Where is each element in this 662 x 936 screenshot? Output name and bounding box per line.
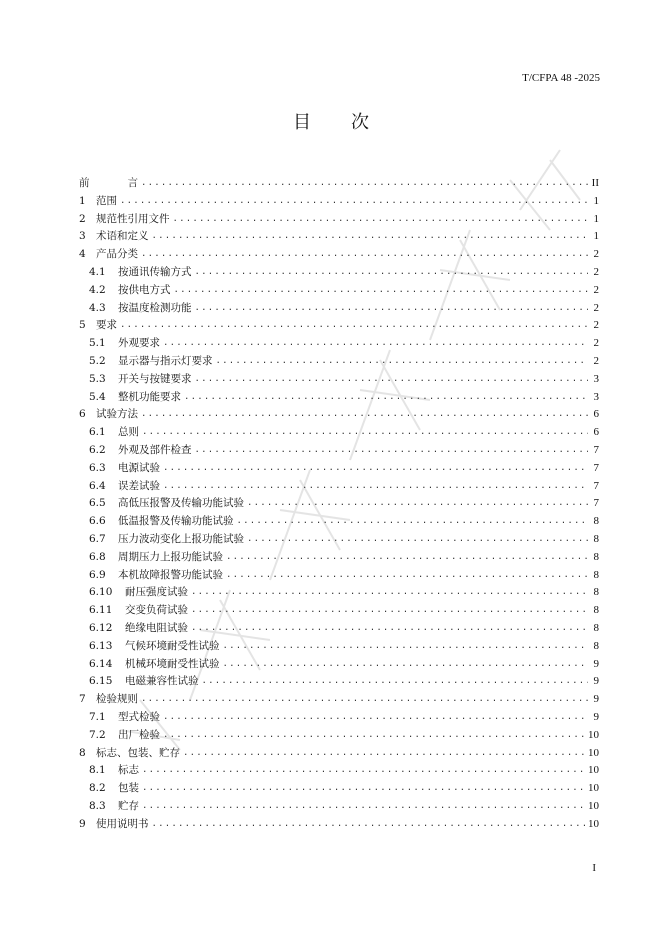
toc-page-number: 10 [588, 782, 599, 795]
toc-item-number: 5.4 [89, 390, 106, 403]
toc-page-number: 3 [593, 372, 599, 385]
toc-page-number: 8 [593, 515, 599, 528]
toc-page-number: II [591, 177, 599, 189]
leader-dots [141, 406, 588, 424]
toc-item[interactable] [79, 389, 599, 407]
leader-dots [184, 389, 588, 407]
toc-item[interactable] [79, 264, 599, 282]
toc-item[interactable] [79, 584, 599, 602]
toc-page-number: 8 [593, 550, 599, 563]
leader-dots [142, 762, 585, 780]
toc-item[interactable] [79, 424, 599, 442]
toc-page-number: 2 [593, 301, 599, 314]
toc-item-foreword[interactable] [79, 175, 599, 193]
leader-dots [183, 745, 585, 763]
toc-item[interactable] [79, 495, 599, 513]
toc-page-number: 8 [593, 639, 599, 652]
toc-item[interactable] [79, 762, 599, 780]
leader-dots [163, 709, 588, 727]
toc-item-number: 4.2 [89, 283, 106, 296]
toc-item-title: 标志 [118, 764, 139, 777]
toc-item-number: 6.8 [89, 550, 106, 563]
toc-item[interactable] [79, 317, 599, 335]
leader-dots [191, 584, 588, 602]
toc-item-number: 2 [79, 212, 86, 225]
leader-dots [163, 478, 588, 496]
toc-item[interactable] [79, 816, 599, 834]
leader-dots [195, 442, 589, 460]
toc-item[interactable] [79, 371, 599, 389]
leader-dots [141, 691, 588, 709]
toc-item[interactable] [79, 638, 599, 656]
toc-page-number: 10 [588, 746, 599, 759]
toc-item-title: 出厂检验 [118, 728, 160, 741]
toc-page-number: 8 [593, 621, 599, 634]
toc-item-number: 4.1 [89, 265, 106, 278]
toc-page-number: 9 [593, 710, 599, 723]
toc-item[interactable] [79, 656, 599, 674]
toc-item-number: 7.1 [89, 710, 106, 723]
toc-item-title: 周期压力上报功能试验 [118, 550, 223, 563]
toc-item[interactable] [79, 673, 599, 691]
leader-dots [174, 282, 589, 300]
toc-item-title: 电源试验 [118, 461, 160, 474]
toc-item-number: 5.2 [89, 354, 106, 367]
leader-dots [237, 513, 589, 531]
toc-item-number: 6.10 [89, 586, 113, 599]
toc-item[interactable] [79, 460, 599, 478]
leader-dots [226, 549, 588, 567]
toc-item[interactable] [79, 513, 599, 531]
toc-item[interactable] [79, 193, 599, 211]
toc-page-number: 7 [593, 497, 599, 510]
toc-page-number: 1 [593, 212, 599, 225]
toc-item-number: 6.15 [89, 675, 113, 688]
leader-dots [141, 175, 588, 193]
leader-dots [195, 300, 589, 318]
toc-item-number: 1 [79, 194, 86, 207]
toc-item-number: 8.2 [89, 782, 106, 795]
toc-item-title: 贮存 [118, 799, 139, 812]
toc-item[interactable] [79, 567, 599, 585]
title-char-2: 次 [351, 112, 369, 133]
toc-item-number: 6.1 [89, 426, 106, 439]
toc-item-title: 标志、包装、贮存 [96, 746, 180, 759]
leader-dots [191, 602, 588, 620]
toc-item-number: 6.6 [89, 515, 106, 528]
toc-item-number: 7.2 [89, 728, 106, 741]
toc-item[interactable] [79, 620, 599, 638]
leader-dots [195, 371, 589, 389]
toc-page-number: 8 [593, 604, 599, 617]
toc-page-number: 1 [593, 194, 599, 207]
toc-item-title: 试验方法 [96, 408, 138, 421]
toc-item[interactable] [79, 691, 599, 709]
leader-dots [247, 531, 588, 549]
toc-item-title: 交变负荷试验 [125, 604, 188, 617]
toc-item[interactable] [79, 727, 599, 745]
toc-list [79, 175, 599, 833]
toc-item[interactable] [79, 780, 599, 798]
foreword-char-1: 前 [79, 177, 90, 189]
toc-item[interactable] [79, 228, 599, 246]
toc-item-number: 6.11 [89, 604, 113, 617]
foreword-char-2: 言 [127, 177, 138, 189]
toc-item-title: 按温度检测功能 [118, 301, 192, 314]
page-number: I [592, 862, 596, 874]
toc-item-title: 电磁兼容性试验 [125, 675, 199, 688]
toc-item-number: 6.9 [89, 568, 106, 581]
toc-item[interactable] [79, 246, 599, 264]
toc-page-number: 9 [593, 657, 599, 670]
toc-item-title: 绝缘电阻试验 [125, 621, 188, 634]
toc-item[interactable] [79, 531, 599, 549]
leader-dots [120, 193, 588, 211]
toc-page-number: 10 [588, 764, 599, 777]
toc-item-number: 6.4 [89, 479, 106, 492]
leader-dots [216, 353, 589, 371]
toc-item-number: 6.12 [89, 621, 113, 634]
toc-page-number: 3 [593, 390, 599, 403]
toc-item-number: 6.14 [89, 657, 113, 670]
toc-page-number: 10 [588, 728, 599, 741]
toc-item-title: 使用说明书 [96, 817, 149, 830]
leader-dots [163, 335, 588, 353]
toc-item-title: 误差试验 [118, 479, 160, 492]
toc-page-number: 7 [593, 443, 599, 456]
toc-item-title: 按通讯传输方式 [118, 265, 192, 278]
toc-item-title: 高低压报警及传输功能试验 [118, 497, 244, 510]
leader-dots [142, 780, 585, 798]
toc-page-number: 2 [593, 265, 599, 278]
toc-item-title: 外观及部件检查 [118, 443, 192, 456]
toc-item-title: 压力波动变化上报功能试验 [118, 532, 244, 545]
leader-dots [142, 798, 585, 816]
toc-item-title: 耐压强度试验 [125, 586, 188, 599]
toc-item-title: 本机故障报警功能试验 [118, 568, 223, 581]
leader-dots [141, 246, 588, 264]
leader-dots [120, 317, 588, 335]
toc-item-title: 术语和定义 [96, 230, 149, 243]
toc-page-number: 6 [593, 408, 599, 421]
toc-item-number: 8.1 [89, 764, 106, 777]
leader-dots [191, 620, 588, 638]
toc-item-title: 机械环境耐受性试验 [125, 657, 220, 670]
toc-item-title: 显示器与指示灯要求 [118, 354, 213, 367]
toc-item-number: 6.7 [89, 532, 106, 545]
toc-item-number: 8 [79, 746, 86, 759]
leader-dots [173, 211, 589, 229]
toc-page-number: 2 [593, 248, 599, 261]
toc-page-number: 9 [593, 693, 599, 706]
toc-page-number: 9 [593, 675, 599, 688]
toc-page-number: 2 [593, 354, 599, 367]
toc-item[interactable] [79, 745, 599, 763]
toc-item-number: 3 [79, 230, 86, 243]
toc-page-number: 8 [593, 568, 599, 581]
toc-item-number: 4 [79, 248, 86, 261]
toc-item-title: 整机功能要求 [118, 390, 181, 403]
toc-item[interactable] [79, 300, 599, 318]
toc-item-number: 6.5 [89, 497, 106, 510]
toc-item[interactable] [79, 798, 599, 816]
toc-item-title: 产品分类 [96, 248, 138, 261]
toc-item-title: 气候环境耐受性试验 [125, 639, 220, 652]
toc-item-number: 6 [79, 408, 86, 421]
toc-item[interactable] [79, 282, 599, 300]
leader-dots [152, 228, 589, 246]
toc-item-title: 低温报警及传输功能试验 [118, 515, 234, 528]
toc-page-number: 6 [593, 426, 599, 439]
toc-page-number: 2 [593, 283, 599, 296]
toc-item-number: 8.3 [89, 799, 106, 812]
toc-item[interactable] [79, 442, 599, 460]
toc-item[interactable] [79, 549, 599, 567]
toc-item-number: 5.3 [89, 372, 106, 385]
toc-item-title: 包装 [118, 782, 139, 795]
toc-item[interactable] [79, 211, 599, 229]
toc-item-number: 4.3 [89, 301, 106, 314]
leader-dots [223, 656, 589, 674]
toc-item-title: 总则 [118, 426, 139, 439]
toc-item-title: 型式检验 [118, 710, 160, 723]
toc-item-number: 6.2 [89, 443, 106, 456]
leader-dots [142, 424, 588, 442]
leader-dots [163, 460, 588, 478]
toc-item[interactable] [79, 709, 599, 727]
toc-item[interactable] [79, 478, 599, 496]
toc-item-number: 6.13 [89, 639, 113, 652]
toc-page-number: 7 [593, 461, 599, 474]
toc-item-title: 规范性引用文件 [96, 212, 170, 225]
leader-dots [223, 638, 589, 656]
toc-item-title: 范围 [96, 194, 117, 207]
toc-item[interactable] [79, 406, 599, 424]
toc-page-number: 8 [593, 586, 599, 599]
leader-dots [247, 495, 588, 513]
toc-page-number: 2 [593, 319, 599, 332]
standard-code: T/CFPA 48 -2025 [522, 72, 600, 84]
toc-item-title: 按供电方式 [118, 283, 171, 296]
title-char-1: 目 [293, 112, 311, 133]
toc-item-number: 5.1 [89, 337, 106, 350]
page-title [0, 108, 662, 134]
toc-item[interactable] [79, 602, 599, 620]
toc-page-number: 2 [593, 337, 599, 350]
toc-item-title: 开关与按键要求 [118, 372, 192, 385]
leader-dots [163, 727, 585, 745]
leader-dots [226, 567, 588, 585]
toc-item-number: 7 [79, 693, 86, 706]
toc-item-number: 6.3 [89, 461, 106, 474]
toc-page-number: 8 [593, 532, 599, 545]
toc-item-title: 检验规则 [96, 693, 138, 706]
toc-item[interactable] [79, 335, 599, 353]
toc-item-number: 5 [79, 319, 86, 332]
toc-page-number: 10 [588, 799, 599, 812]
toc-page-number: 7 [593, 479, 599, 492]
toc-page-number: 10 [588, 817, 599, 830]
leader-dots [202, 673, 589, 691]
toc-item-title: 外观要求 [118, 337, 160, 350]
toc-page-number: 1 [593, 230, 599, 243]
toc-item[interactable] [79, 353, 599, 371]
toc-item-title: 要求 [96, 319, 117, 332]
leader-dots [152, 816, 586, 834]
toc-item-number: 9 [79, 817, 86, 830]
leader-dots [195, 264, 589, 282]
